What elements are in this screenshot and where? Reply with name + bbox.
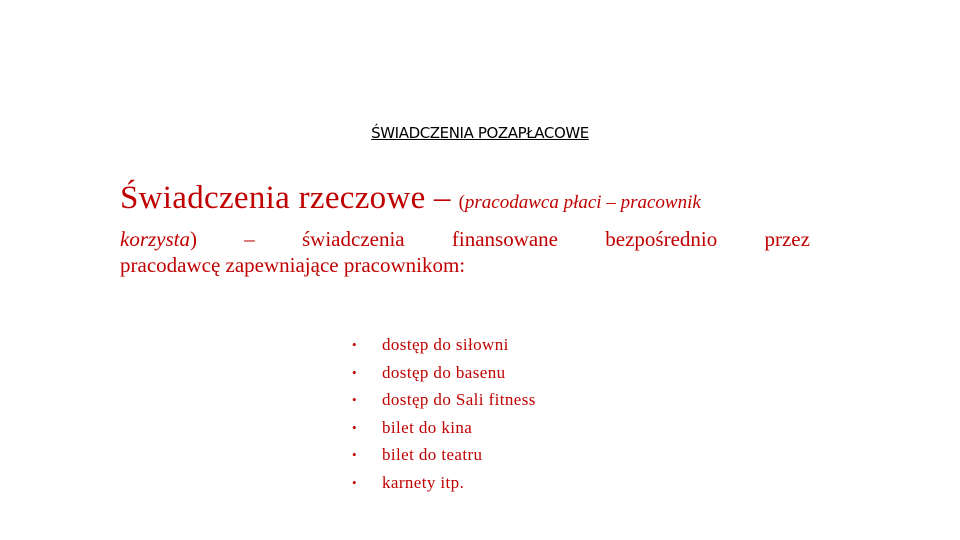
lead-word-swiadczenia: świadczenia — [302, 227, 405, 251]
lead-korzysta-group — [120, 229, 197, 250]
lead-line-3: pracodawcę zapewniające pracownikom: — [120, 253, 466, 277]
lead-paragraph — [120, 182, 810, 276]
lead-dash-2: – — [244, 227, 255, 251]
list-item-text: dostęp do siłowni — [382, 335, 509, 354]
list-item-text: bilet do kina — [382, 417, 473, 437]
list-item — [352, 386, 536, 414]
lead-dash: – — [425, 180, 459, 216]
list-item — [352, 441, 536, 469]
list-item — [352, 469, 536, 497]
bullet-icon: • — [352, 337, 357, 352]
slide-heading: ŚWIADCZENIA POZAPŁACOWE — [371, 124, 589, 142]
lead-paren-close: ) — [190, 227, 197, 251]
lead-word-przez: przez — [764, 227, 810, 251]
lead-paren-open: ( — [458, 192, 465, 213]
list-item-text: bilet do teatru — [382, 445, 483, 464]
lead-word-finansowane: finansowane — [451, 227, 559, 251]
list-item-text: dostęp do basenu — [382, 362, 506, 382]
list-item — [352, 414, 536, 442]
bullet-icon: • — [352, 364, 357, 380]
list-item — [352, 359, 536, 387]
lead-term: Świadczenia rzeczowe — [120, 180, 426, 216]
bullet-icon: • — [352, 392, 357, 407]
bullet-icon: • — [352, 447, 357, 462]
lead-italic-part: pracodawca płaci – pracownik — [464, 192, 701, 213]
lead-korzysta: korzysta — [120, 227, 190, 251]
list-item-text: dostęp do Sali fitness — [382, 390, 536, 409]
list-item-text: karnety itp. — [382, 472, 465, 492]
benefits-list — [352, 331, 536, 496]
list-item — [352, 331, 536, 359]
lead-line-1 — [120, 182, 810, 215]
bullet-icon: • — [352, 419, 357, 435]
lead-word-bezposrednio: bezpośrednio — [605, 227, 718, 251]
bullet-icon: • — [352, 474, 357, 490]
lead-line-2 — [120, 229, 810, 250]
